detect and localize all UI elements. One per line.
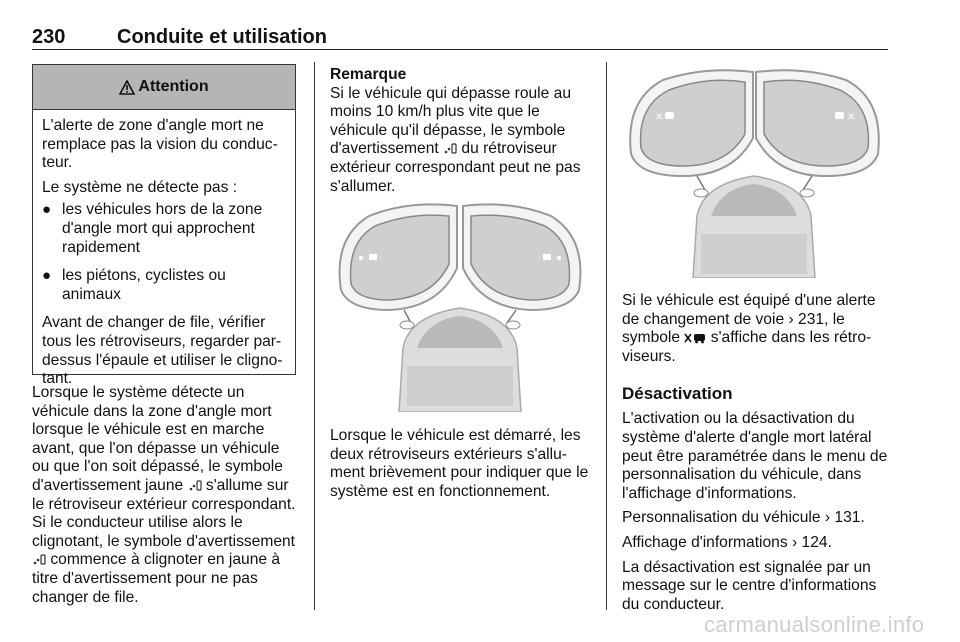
- page-number: 230: [32, 26, 66, 48]
- section-heading: Désactivation: [622, 384, 733, 404]
- svg-text:✕: ✕: [847, 112, 856, 123]
- lane-change-alert-icon: [684, 332, 706, 344]
- watermark: carmanualsonline.info: [704, 612, 925, 637]
- body-paragraph: L'activation ou la désactivation du système d'alerte d'angle mort latéral peut être paramétrée dans le menu de personnalisation du véhicule, dans l'affichage d'informations.: [622, 410, 888, 502]
- blind-spot-icon: [32, 554, 46, 566]
- list-item: ● les piétons, cyclistes ou animaux: [42, 267, 226, 303]
- body-paragraph: Si le véhicule est équipé d'une alerte de changement de voie › 231, le symbole s'affiche dans les rétroviseurs.: [622, 292, 876, 365]
- reference-arrow-icon: ›: [824, 509, 831, 527]
- warning-triangle-icon: [119, 80, 135, 95]
- body-paragraph: Affichage d'informations › 124.: [622, 533, 832, 551]
- blind-spot-icon: [188, 480, 202, 492]
- column-divider: [606, 62, 607, 610]
- blind-spot-icon: [443, 143, 457, 155]
- note-title: Remarque: [330, 66, 407, 83]
- mirror-illustration: [621, 64, 888, 278]
- column-divider: [314, 62, 315, 610]
- header-rule: [32, 49, 888, 50]
- page-title: Conduite et utilisation: [117, 26, 327, 48]
- reference-arrow-icon: ›: [788, 310, 794, 328]
- note: Remarque Si le véhicule qui dépasse roule au moins 10 km/h plus vite que le véhicule qu'il dépasse, le symbole d'avertissement du rétroviseur extérieur correspondant peut ne pas s'allumer.: [330, 66, 592, 196]
- warning-title: Attention: [138, 78, 209, 95]
- warning-box: [32, 64, 296, 388]
- body-paragraph: Personnalisation du véhicule › 131.: [622, 509, 865, 527]
- warning-detect-text: Le système ne détecte pas :: [42, 178, 238, 196]
- body-paragraph: Lorsque le véhicule est démarré, les deux rétroviseurs extérieurs s'allument brièvement pour indiquer que le système est en fonctionnement.: [330, 427, 589, 500]
- warning-advice: Avant de changer de file, vérifier tous les rétroviseurs, regarder par-dessus l'épaule et utiliser le clignotant.: [42, 314, 283, 388]
- warning-intro: L'alerte de zone d'angle mort ne remplace pas la vision du conducteur.: [42, 117, 278, 172]
- svg-text:✕: ✕: [655, 112, 664, 123]
- warning-header: [33, 65, 295, 110]
- body-paragraph: Lorsque le système détecte un véhicule dans la zone d'angle mort lorsque le véhicule est en marche avant, que l'on dépasse un véhicule ou que l'on soit dépassé, le symbole d'avertissement jaune s'allume sur le rétroviseur extérieur correspondant. Si le conducteur utilise alors le clignotant, le symbole d'avertissement commence à clignoter en jaune à titre d'avertissement pour ne pas changer de file.: [32, 384, 296, 606]
- body-paragraph: La désactivation est signalée par un message sur le centre d'informations du conducteur.: [622, 558, 877, 613]
- column-3-text: [622, 292, 890, 614]
- mirror-illustration: [329, 198, 591, 412]
- reference-arrow-icon: ›: [792, 533, 798, 551]
- list-item: ● les véhicules hors de la zone d'angle mort qui approchent rapidement: [42, 201, 263, 256]
